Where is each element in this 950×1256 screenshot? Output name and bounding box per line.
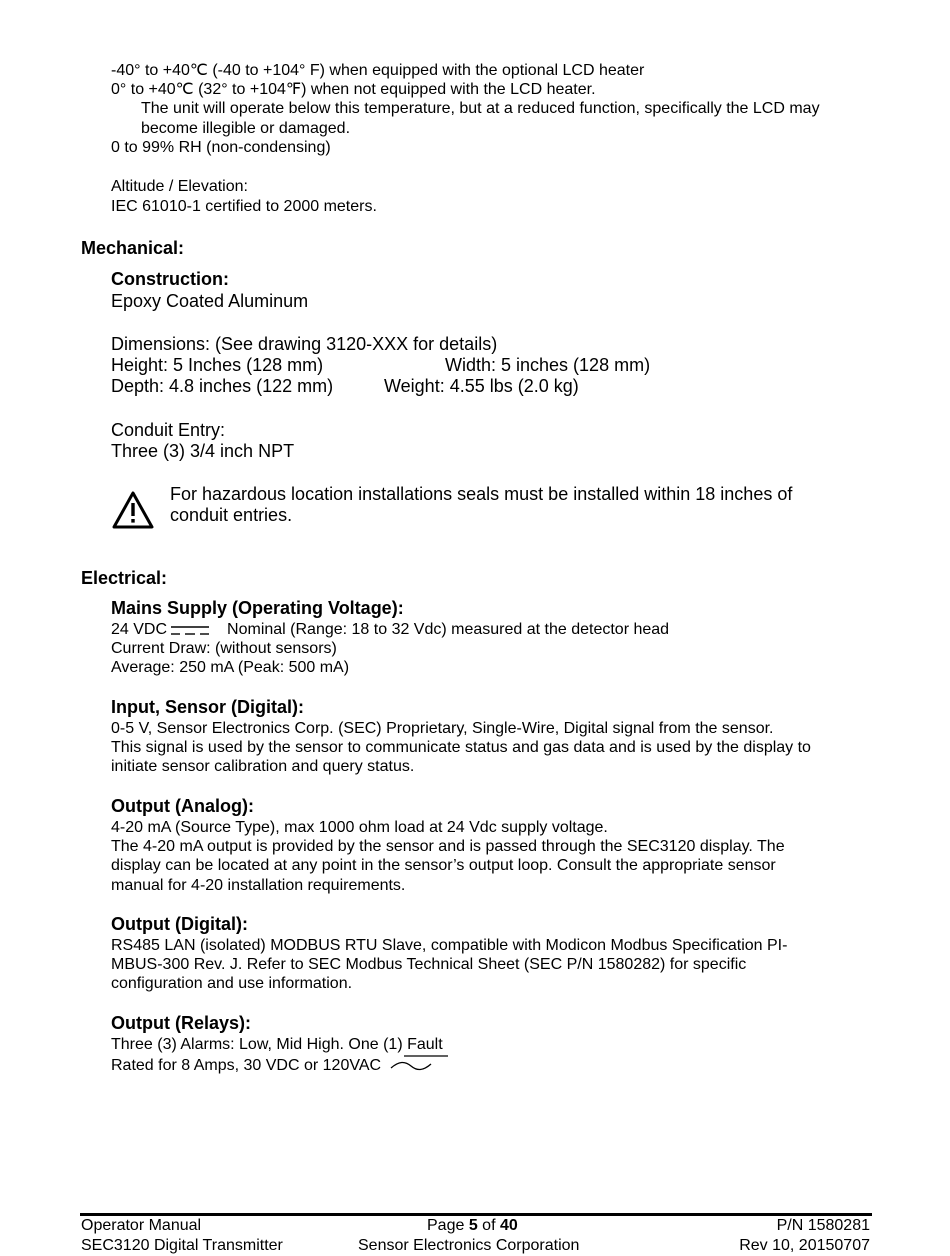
analog-line-4: manual for 4-20 installation requirements. [111, 877, 406, 894]
construction-heading: Construction: [111, 269, 229, 289]
output-digital-heading: Output (Digital): [111, 914, 248, 934]
footer-product-name: SEC3120 Digital Transmitter [81, 1237, 283, 1254]
depth-value: Depth: 4.8 inches (122 mm) [111, 376, 334, 396]
page-of: of [477, 1217, 500, 1234]
input-line-2: This signal is used by the sensor to communicate status and gas data and is used by the display to [111, 739, 811, 756]
mechanical-heading: Mechanical: [81, 238, 185, 258]
conduit-label: Conduit Entry: [111, 420, 226, 440]
mains-voltage-line [111, 620, 669, 639]
electrical-heading: Electrical: [81, 568, 168, 588]
total-pages: 40 [499, 1217, 518, 1234]
footer-part-number: P/N 1580281 [776, 1217, 870, 1234]
analog-line-1: 4-20 mA (Source Type), max 1000 ohm load at 24 Vdc supply voltage. [111, 819, 608, 836]
input-line-3: initiate sensor calibration and query status. [111, 758, 415, 775]
footer-manual-title: Operator Manual [81, 1217, 202, 1234]
digital-line-1: RS485 LAN (isolated) MODBUS RTU Slave, compatible with Modicon Modbus Specification PI- [111, 937, 788, 954]
average-current-line: Average: 250 mA (Peak: 500 mA) [111, 659, 350, 676]
digital-line-3: configuration and use information. [111, 975, 353, 992]
height-value: Height: 5 Inches (128 mm) [111, 355, 324, 375]
ac-symbol-icon [389, 1059, 433, 1073]
analog-line-3: display can be located at any point in the sensor’s output loop. Consult the appropriate sensor [111, 857, 776, 874]
current-page: 5 [468, 1217, 478, 1234]
relays-line-1: Three (3) Alarms: Low, Mid High. One (1) Fault [111, 1036, 443, 1053]
digital-line-2: MBUS-300 Rev. J. Refer to SEC Modbus Technical Sheet (SEC P/N 1580282) for specific [111, 956, 747, 973]
temp-no-heater-line: 0° to +40℃ (32° to +104℉) when not equipped with the LCD heater. [111, 81, 596, 98]
width-value: Width: 5 inches (128 mm) [445, 355, 651, 375]
dc-symbol-icon [171, 624, 209, 636]
page-prefix: Page [427, 1217, 469, 1234]
footer-revision: Rev 10, 20150707 [739, 1237, 870, 1254]
input-sensor-heading: Input, Sensor (Digital): [111, 697, 304, 717]
construction-value: Epoxy Coated Aluminum [111, 291, 309, 311]
temp-heater-line: -40° to +40℃ (-40 to +104° F) when equipped with the optional LCD heater [111, 62, 645, 79]
warning-text-line-1: For hazardous location installations seals must be installed within 18 inches of [170, 484, 793, 504]
altitude-label: Altitude / Elevation: [111, 178, 248, 195]
warning-triangle-icon [112, 490, 154, 530]
warning-text-line-2: conduit entries. [170, 505, 293, 525]
analog-line-2: The 4-20 mA output is provided by the sensor and is passed through the SEC3120 display. The [111, 838, 785, 855]
footer-page-number [427, 1216, 518, 1235]
output-analog-heading: Output (Analog): [111, 796, 254, 816]
input-line-1: 0-5 V, Sensor Electronics Corp. (SEC) Proprietary, Single-Wire, Digital signal from the sensor. [111, 720, 774, 737]
temp-note-line-1: The unit will operate below this temperature, but at a reduced function, specifically the LCD may [141, 100, 820, 117]
current-draw-line: Current Draw: (without sensors) [111, 640, 337, 657]
relays-rating: Rated for 8 Amps, 30 VDC or 120VAC [111, 1057, 382, 1074]
dimensions-label: Dimensions: (See drawing 3120-XXX for details) [111, 334, 498, 354]
humidity-line: 0 to 99% RH (non-condensing) [111, 139, 331, 156]
mains-nominal: Nominal (Range: 18 to 32 Vdc) measured at the detector head [227, 621, 670, 638]
altitude-value: IEC 61010-1 certified to 2000 meters. [111, 198, 377, 215]
temp-note-line-2: become illegible or damaged. [141, 120, 351, 137]
relays-line-2 [111, 1056, 433, 1075]
footer-company-name: Sensor Electronics Corporation [358, 1237, 580, 1254]
weight-value: Weight: 4.55 lbs (2.0 kg) [384, 376, 579, 396]
mains-supply-heading: Mains Supply (Operating Voltage): [111, 598, 404, 618]
conduit-value: Three (3) 3/4 inch NPT [111, 441, 295, 461]
output-relays-heading: Output (Relays): [111, 1013, 252, 1033]
mains-voltage: 24 VDC [111, 621, 168, 638]
